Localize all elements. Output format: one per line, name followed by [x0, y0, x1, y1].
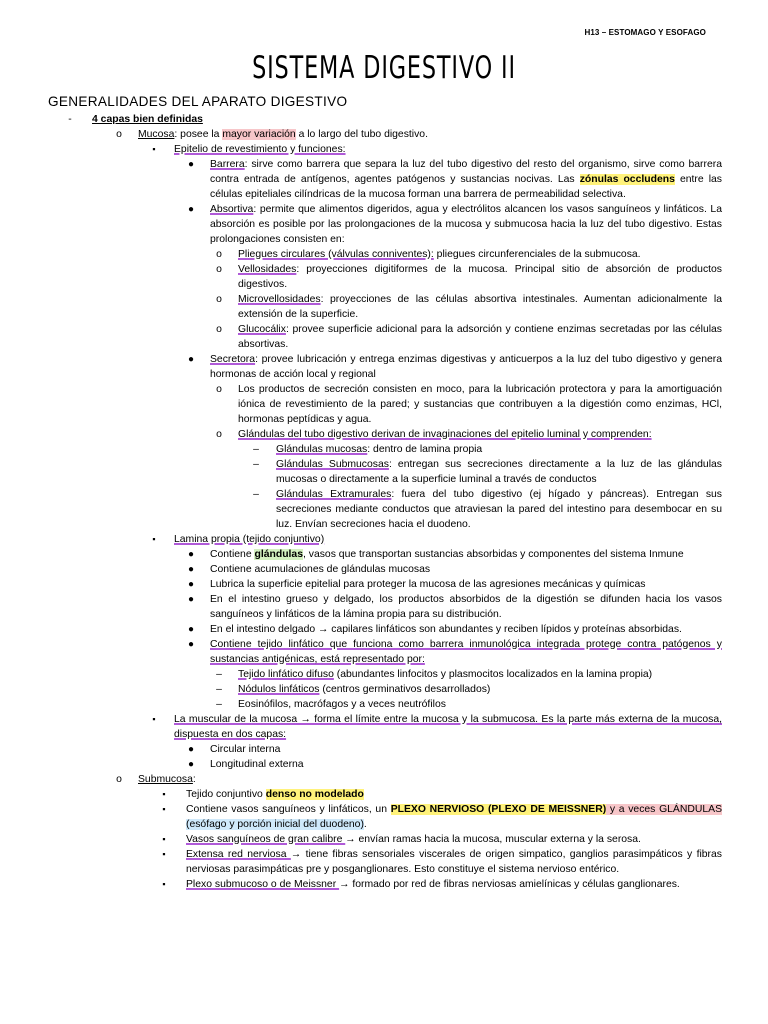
dot-marker: ●: [187, 744, 195, 755]
circle-marker: o: [216, 324, 222, 335]
list-item-mucosa: [0, 127, 768, 142]
list-item-circular-interna: [0, 742, 768, 757]
text: Longitudinal externa: [210, 759, 304, 770]
text: (centros germinativos desarrollados): [319, 684, 491, 695]
text: : entregan sus secreciones directamente a la luz de las glándulas mucosas o directamente a la superficie luminal a través de conductos: [276, 459, 722, 485]
list-item-epitelio: [0, 142, 768, 157]
list-item-tejido-linfatico: [0, 637, 768, 667]
term-mucosa: Mucosa: [138, 129, 175, 140]
list-item-nodulos: [0, 682, 768, 697]
text: Contiene: [210, 549, 255, 560]
text: a lo largo del tubo digestivo.: [295, 129, 428, 140]
square-marker: ▪: [162, 834, 166, 844]
list-item-plexo-submucoso: [0, 877, 768, 892]
square-marker: ▪: [162, 804, 166, 814]
square-marker: ▪: [152, 144, 156, 154]
highlight-mayor-variacion: mayor variación: [222, 129, 296, 140]
term-plexo-submucoso: Plexo submucoso o de Meissner: [186, 879, 340, 890]
list-item-glucocalix: [0, 322, 768, 352]
term-epitelio: Epitelio de revestimiento y funciones:: [174, 144, 346, 155]
list-item-tejido-difuso: [0, 667, 768, 682]
list-item-submucosa: [0, 772, 768, 787]
term-lamina-propia: Lamina propia (tejido conjuntivo): [174, 534, 325, 545]
text: pliegues circunferenciales de la submucosa.: [433, 249, 641, 260]
list-item-acumulaciones: [0, 562, 768, 577]
term-vellosidades: Vellosidades: [238, 264, 297, 275]
list-item-glandulas-submucosas: [0, 457, 768, 487]
highlight-glandulas: glándulas: [254, 549, 303, 560]
dot-marker: ●: [187, 159, 195, 170]
list-item-microvellosidades: [0, 292, 768, 322]
page-header-tag: H13 – ESTOMAGO Y ESOFAGO: [584, 28, 706, 37]
dot-marker: ●: [187, 639, 195, 650]
list-item-vellosidades: [0, 262, 768, 292]
term-absortiva: Absortiva: [210, 204, 254, 215]
circle-marker: o: [216, 264, 222, 275]
list-item-longitudinal-externa: [0, 757, 768, 772]
endash-marker: –: [253, 489, 259, 500]
list-item-secretora: [0, 352, 768, 382]
dot-marker: ●: [187, 564, 195, 575]
highlight-plexo-meissner: PLEXO NERVIOSO (PLEXO DE MEISSNER): [390, 804, 607, 815]
text: : proyecciones digitiformes de la mucosa. Principal sitio de absorción de productos digestivos.: [238, 264, 722, 290]
text: :: [192, 774, 196, 785]
dot-marker: ●: [187, 354, 195, 365]
term-glandulas-submucosas: Glándulas Submucosas: [276, 459, 389, 470]
list-item-muscular-mucosa: [0, 712, 768, 742]
dot-marker: ●: [187, 549, 195, 560]
dot-marker: ●: [187, 204, 195, 215]
list-item-lamina-propia: [0, 532, 768, 547]
list-item-intestino-delgado: [0, 622, 768, 637]
term-secretora: Secretora: [210, 354, 256, 365]
list-item-productos: [0, 382, 768, 427]
text: → envían ramas hacia la mucosa, muscular externa y la serosa.: [345, 834, 641, 845]
term-muscular-mucosa: La muscular de la mucosa → forma el límite entre la mucosa y la submucosa. Es la parte más externa de la mucosa, dispuesta en dos capas:: [174, 714, 722, 740]
dot-marker: ●: [187, 594, 195, 605]
text: : posee la: [174, 129, 223, 140]
text: : provee superficie adicional para la adsorción y contiene enzimas secretadas por las células absortivas.: [238, 324, 722, 350]
page-title: SISTEMA DIGESTIVO II: [252, 50, 516, 86]
circle-marker: o: [216, 249, 222, 260]
term-barrera: Barrera: [210, 159, 245, 170]
term-glandulas-tubo: Glándulas del tubo digestivo derivan de invaginaciones del epitelio luminal y comprenden:: [238, 429, 652, 440]
text: → tiene fibras sensoriales viscerales de origen simpatico, ganglios parasimpáticos y fibras nerviosas parasimpáticas pre y posganglionares. Esto constituye el sistema nervioso entérico.: [186, 849, 722, 875]
text: Tejido conjuntivo: [186, 789, 266, 800]
text: Circular interna: [210, 744, 281, 755]
list-item-lubrica: [0, 577, 768, 592]
term-glandulas-mucosas: Glándulas mucosas: [276, 444, 368, 455]
highlight-denso: denso no modelado: [265, 789, 364, 800]
term-microvellosidades: Microvellosidades: [238, 294, 321, 305]
list-item-capas: [0, 112, 768, 127]
text: : sirve como barrera que separa la luz del tubo digestivo del resto del organismo, sirve como barrera contra entrada de antígenos, agentes patógenos y sustancias nocivas. Las: [210, 159, 722, 185]
text: Lubrica la superficie epitelial para proteger la mucosa de las agresiones mecánicas y químicas: [210, 579, 646, 590]
square-marker: ▪: [152, 534, 156, 544]
list-item-intestino-grueso: [0, 592, 768, 622]
endash-marker: –: [216, 684, 222, 695]
highlight-glandulas-submucosa: y a veces GLÁNDULAS: [606, 804, 723, 815]
list-item-glandulas-mucosas: [0, 442, 768, 457]
capas-heading: 4 capas bien definidas: [92, 114, 203, 125]
text: : proyecciones de las células absortiva intestinales. Aumentan adicionalmente la extensión de la superficie.: [238, 294, 722, 320]
text: (abundantes linfocitos y plasmocitos localizados en la lamina propia): [333, 669, 653, 680]
square-marker: ▪: [162, 849, 166, 859]
text: , vasos que transportan sustancias absorbidas y componentes del sistema Inmune: [302, 549, 684, 560]
circle-marker: o: [116, 129, 122, 140]
term-glandulas-extramurales: Glándulas Extramurales: [276, 489, 392, 500]
term-tejido-linfatico: Contiene tejido linfático que funciona como barrera inmunológica integrada protege contra patógenos y sustancias antigénicas, está representado por:: [210, 639, 722, 665]
list-item-absortiva: [0, 202, 768, 247]
text: En el intestino delgado → capilares linfáticos son abundantes y reciben lípidos y proteínas absorbidas.: [210, 624, 682, 635]
endash-marker: –: [253, 444, 259, 455]
term-pliegues: Pliegues circulares (válvulas conniventes):: [238, 249, 434, 260]
dot-marker: ●: [187, 759, 195, 770]
term-vasos-gran-calibre: Vasos sanguíneos de gran calibre: [186, 834, 346, 845]
square-marker: ▪: [152, 714, 156, 724]
text: → formado por red de fibras nerviosas amielínicas y células ganglionares.: [339, 879, 680, 890]
text: Los productos de secreción consisten en moco, para la lubricación protectora y para la amortiguación iónica de revestimiento de la pared; y sustancias que contribuyen a la digestión como enzimas, HCl, hormonas peptídicas y agua.: [238, 384, 722, 425]
list-item-eosinofilos: [0, 697, 768, 712]
dot-marker: ●: [187, 579, 195, 590]
list-item-pliegues: [0, 247, 768, 262]
dash-marker: -: [68, 114, 72, 125]
circle-marker: o: [116, 774, 122, 785]
term-glucocalix: Glucocálix: [238, 324, 286, 335]
document-body: [0, 112, 768, 892]
text: Contiene acumulaciones de glándulas mucosas: [210, 564, 431, 575]
term-submucosa: Submucosa: [138, 774, 193, 785]
text: : dentro de lamina propia: [367, 444, 483, 455]
text: : fuera del tubo digestivo (ej hígado y páncreas). Entregan sus secreciones mediante conductos que atraviesan la pared del intestino para desembocar en su luz. Envían secreciones hacia el duodeno.: [276, 489, 722, 530]
endash-marker: –: [216, 669, 222, 680]
text: Eosinófilos, macrófagos y a veces neutrófilos: [238, 699, 446, 710]
list-item-tejido-conjuntivo: [0, 787, 768, 802]
highlight-esofago: (esófago y porción inicial del duodeno): [186, 819, 364, 830]
endash-marker: –: [216, 699, 222, 710]
square-marker: ▪: [162, 879, 166, 889]
list-item-red-nerviosa: [0, 847, 768, 877]
term-red-nerviosa: Extensa red nerviosa: [186, 849, 291, 860]
endash-marker: –: [253, 459, 259, 470]
circle-marker: o: [216, 429, 222, 440]
list-item-vasos-gran-calibre: [0, 832, 768, 847]
circle-marker: o: [216, 384, 222, 395]
text: .: [363, 819, 367, 830]
list-item-glandulas-tubo: [0, 427, 768, 442]
highlight-zonulas: zónulas occludens: [579, 174, 675, 185]
list-item-barrera: [0, 157, 768, 202]
dot-marker: ●: [187, 624, 195, 635]
term-tejido-difuso: Tejido linfático difuso: [238, 669, 334, 680]
circle-marker: o: [216, 294, 222, 305]
list-item-contiene-glandulas: [0, 547, 768, 562]
section-heading: GENERALIDADES DEL APARATO DIGESTIVO: [48, 94, 348, 109]
text: : provee lubricación y entrega enzimas digestivas y anticuerpos a la luz del tubo digestivo y genera hormonas de acción local y regional: [210, 354, 722, 380]
text: Contiene vasos sanguíneos y linfáticos, un: [186, 804, 391, 815]
term-nodulos: Nódulos linfáticos: [238, 684, 320, 695]
square-marker: ▪: [162, 789, 166, 799]
text: entre las células epiteliales cilíndricas de la mucosa forman una barrera de permeabilidad selectiva.: [210, 174, 722, 200]
list-item-glandulas-extramurales: [0, 487, 768, 532]
list-item-vasos-plexo: [0, 802, 768, 832]
text: : permite que alimentos digeridos, agua y electrólitos alcancen los vasos sanguíneos y linfáticos. La absorción es posible por las prolongaciones de la mucosa y submucosa hacia la luz del tubo digestivo. Estas prolongaciones consisten en:: [210, 204, 722, 245]
text: En el intestino grueso y delgado, los productos absorbidos de la digestión se difunden hacia los vasos sanguíneos y linfáticos de la lámina propia para su distribución.: [210, 594, 722, 620]
